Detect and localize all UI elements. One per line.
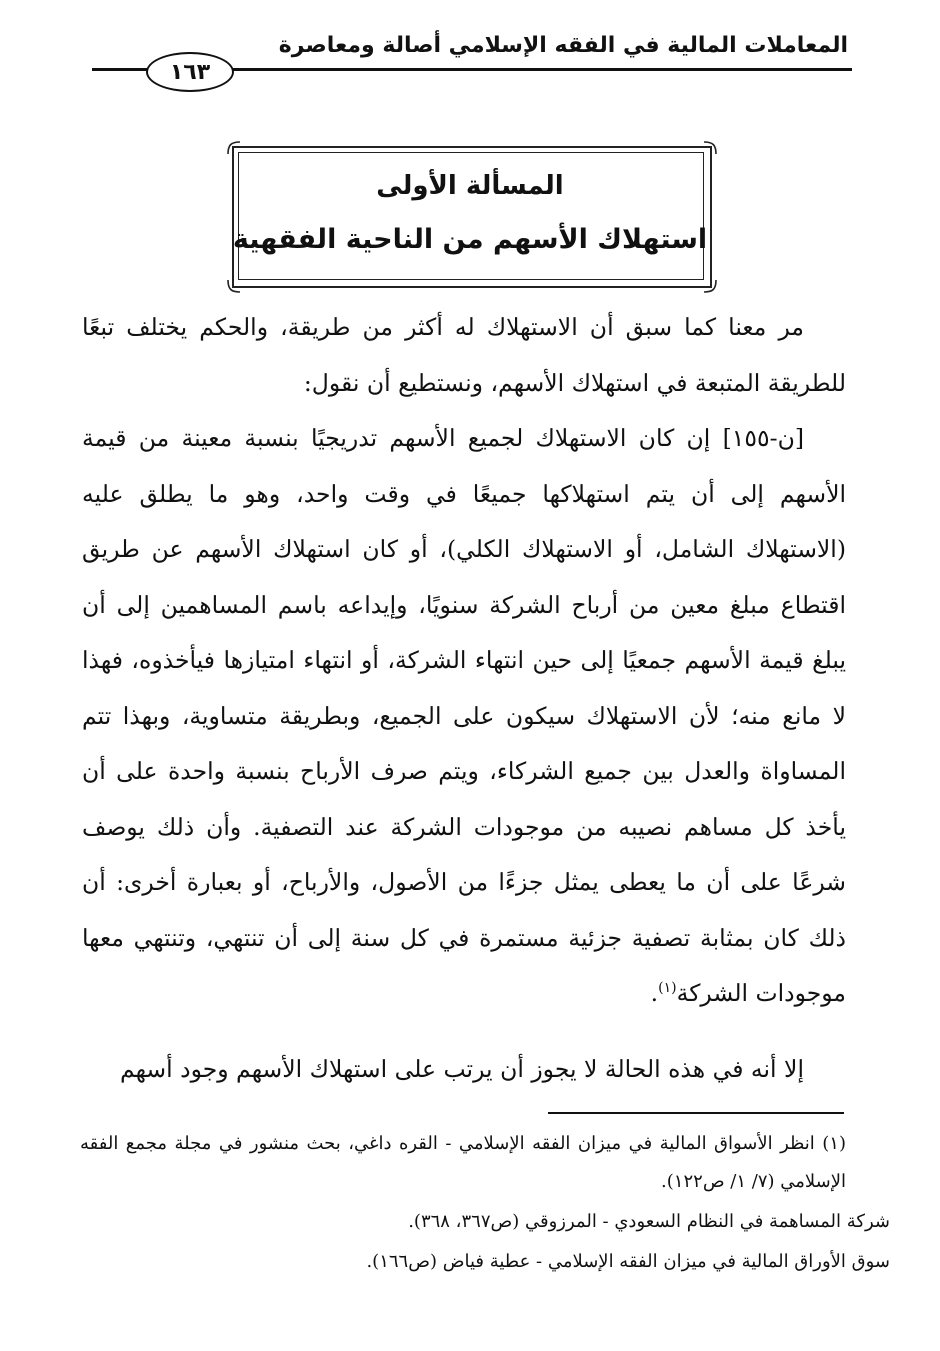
section-subheading: استهلاك الأسهم من الناحية الفقهية [232, 224, 708, 255]
footnote-reference-line: سوق الأوراق المالية في ميزان الفقه الإسلامي - عطية فياض (ص١٦٦). [366, 1251, 890, 1272]
paragraph-ruling [82, 411, 846, 1022]
running-header-title: المعاملات المالية في الفقه الإسلامي أصالة ومعاصرة [278, 33, 848, 58]
footnote-rule [548, 1112, 844, 1114]
paragraph-end-mark: . [650, 979, 659, 1007]
frame-corner-ornament-icon [703, 279, 719, 295]
frame-corner-ornament-icon [225, 279, 241, 295]
frame-corner-ornament-icon [703, 139, 719, 155]
paragraph-exception [82, 1042, 846, 1098]
page-number: ١٦٣ [146, 52, 234, 92]
paragraph-text: [ن-١٥٥] إن كان الاستهلاك لجميع الأسهم تدريجيًا بنسبة معينة من قيمة الأسهم إلى أن يتم استهلاكها جميعًا في وقت واحد، وهو ما يطلق عليه (الاستهلاك الشامل، أو الاستهلاك الكلي)، أو كان استهلاك الأسهم عن طريق اقتطاع مبلغ معين من أرباح الشركة سنويًا، وإيداعه باسم المساهمين إلى أن يبلغ قيمة الأسهم جمعيًا إلى حين انتهاء الشركة، أو انتهاء امتيازها فيأخذوه، فهذا لا مانع منه؛ لأن الاستهلاك سيكون على الجميع، وبطريقة متساوية، وبهذا تتم المساواة والعدل بين جميع الشركاء، ويتم صرف الأرباح بنسبة واحدة على أن يأخذ كل مساهم نصيبه من موجودات الشركة عند التصفية. وأن ذلك يوصف شرعًا على أن ما يعطى يمثل جزءًا من الأصول، والأرباح، أو بعبارة أخرى: أن ذلك كان بمثابة تصفية جزئية مستمرة في كل سنة إلى أن تنتهي، وتنتهي معها موجودات الشركة [82, 424, 846, 1007]
section-heading: المسألة الأولى [376, 171, 564, 201]
paragraph-text: إلا أنه في هذه الحالة لا يجوز أن يرتب على استهلاك الأسهم وجود أسهم [119, 1055, 804, 1083]
footnote-1: (١) انظر الأسواق المالية في ميزان الفقه الإسلامي - القره داغي، بحث منشور في مجلة مجمع الفقه الإسلامي (٧/ ١/ ص١٢٢). [80, 1133, 846, 1192]
paragraph-text: مر معنا كما سبق أن الاستهلاك له أكثر من طريقة، والحكم يختلف تبعًا للطريقة المتبعة في استهلاك الأسهم، ونستطيع أن نقول: [82, 313, 846, 397]
paragraph-intro [82, 300, 846, 411]
footnote-reference-line: شركة المساهمة في النظام السعودي - المرزوقي (ص٣٦٧، ٣٦٨). [408, 1211, 890, 1232]
footnote-reference: (١) [658, 980, 677, 997]
